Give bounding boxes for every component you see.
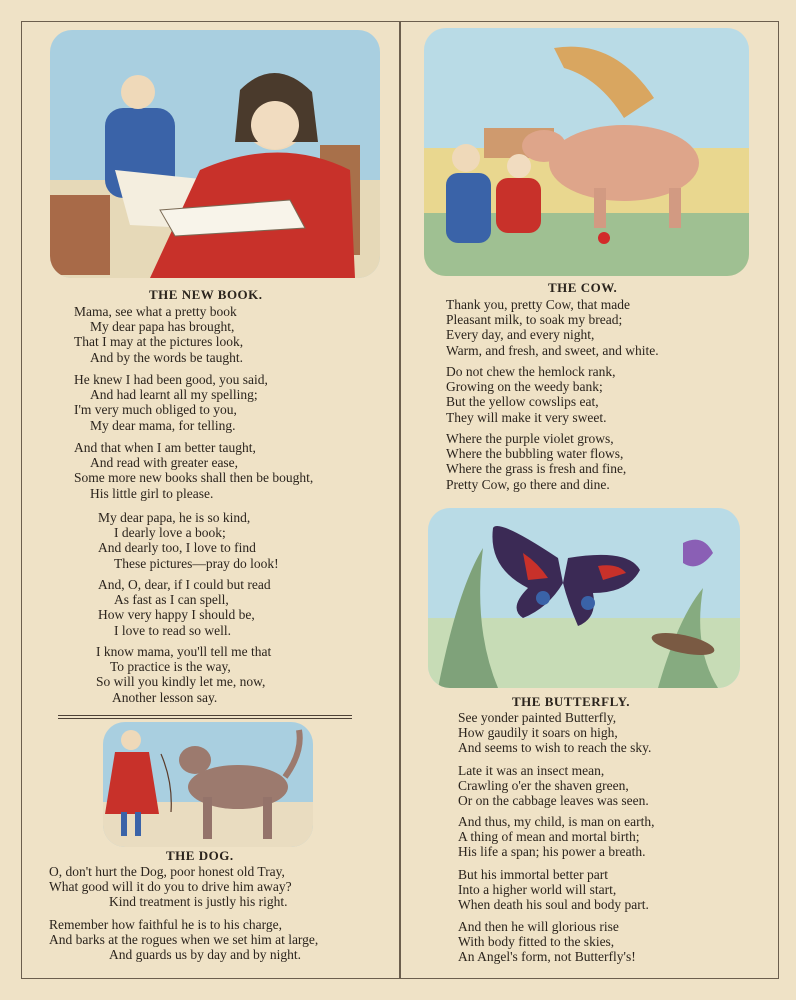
dog-illustration [103,722,313,847]
verse-line: Pleasant milk, to soak my bread; [446,312,623,328]
verse-line: O, don't hurt the Dog, poor honest old Tray, [49,864,285,879]
butterfly-stanza-3 [458,814,654,860]
verse-line: Remember how faithful he is to his charge, [49,917,282,932]
butterfly-title: THE BUTTERFLY. [512,694,631,709]
verse-line: These pictures—pray do look! [114,555,279,571]
verse-line: I know mama, you'll tell me that [96,644,272,659]
verse-line: Every day, and every night, [446,327,595,343]
verse-line: He knew I had been good, you said, [74,372,268,387]
verse-line: Or on the cabbage leaves was seen. [458,793,649,809]
verse-line: Into a higher world will start, [458,882,617,898]
cow-stanza-1 [446,297,659,358]
verse-line: My dear mama, for telling. [90,417,236,433]
verse-line: Pretty Cow, go there and dine. [446,476,610,492]
cow-title: THE COW. [548,280,618,295]
verse-line: And had learnt all my spelling; [90,387,258,403]
new-book-stanza-3 [74,440,313,501]
verse-line: His life a span; his power a breath. [458,844,646,860]
butterfly-stanza-4 [458,867,649,913]
verse-line: And that when I am better taught, [74,440,256,455]
verse-line: And thus, my child, is man on earth, [458,814,655,829]
verse-line: Where the grass is fresh and fine, [446,461,627,477]
verse-line: And read with greater ease, [90,455,239,471]
verse-line: And by the words be taught. [90,349,243,365]
verse-line: I dearly love a book; [114,525,226,541]
verse-line: They will make it very sweet. [446,409,607,425]
new-book-stanza-1 [74,304,243,365]
verse-line: An Angel's form, not Butterfly's! [458,949,636,965]
new-book-stanza-5 [98,577,271,638]
dog-stanza-1 [49,864,292,910]
verse-line: Mama, see what a pretty book [74,304,237,319]
verse-line: To practice is the way, [110,659,231,675]
section-rule [58,715,352,719]
new-book-title: THE NEW BOOK. [149,287,263,302]
verse-line: I love to read so well. [114,622,231,638]
verse-line: How gaudily it soars on high, [458,725,618,741]
new-book-stanza-4 [98,510,279,571]
verse-line: That I may at the pictures look, [74,334,244,350]
verse-line: Another lesson say. [112,689,218,705]
butterfly-stanza-1 [458,710,651,756]
verse-line: And guards us by day and by night. [109,947,301,963]
verse-line: See yonder painted Butterfly, [458,710,617,725]
verse-line: And barks at the rogues when we set him at large, [49,932,319,948]
cow-illustration [424,28,749,276]
dog-stanza-2 [49,917,318,963]
verse-line: A thing of mean and mortal birth; [458,829,640,845]
cow-stanza-2 [446,364,615,425]
verse-line: Thank you, pretty Cow, that made [446,297,630,312]
verse-line: His little girl to please. [90,485,214,501]
verse-line: But his immortal better part [458,867,608,882]
verse-line: And dearly too, I love to find [98,540,256,556]
verse-line: As fast as I can spell, [114,592,229,608]
butterfly-stanza-5 [458,919,636,965]
verse-line: How very happy I should be, [98,607,255,623]
verse-line: And, O, dear, if I could but read [98,577,271,592]
verse-line: But the yellow cowslips eat, [446,394,599,410]
new-book-stanza-6 [96,644,271,705]
dog-title: THE DOG. [166,848,234,863]
column-divider [399,21,401,979]
verse-line: I'm very much obliged to you, [74,402,237,418]
verse-line: Warm, and fresh, and sweet, and white. [446,342,659,358]
new-book-illustration [50,30,380,278]
verse-line: And seems to wish to reach the sky. [458,740,652,756]
verse-line: My dear papa has brought, [90,319,235,335]
verse-line: Growing on the weedy bank; [446,379,603,395]
verse-line: Where the purple violet grows, [446,431,614,446]
verse-line: Kind treatment is justly his right. [109,894,288,910]
cow-stanza-3 [446,431,626,492]
verse-line: So will you kindly let me, now, [96,674,266,690]
verse-line: Late it was an insect mean, [458,763,605,778]
verse-line: What good will it do you to drive him away? [49,879,292,895]
butterfly-illustration [428,508,740,688]
verse-line: When death his soul and body part. [458,897,649,913]
verse-line: With body fitted to the skies, [458,934,615,950]
verse-line: My dear papa, he is so kind, [98,510,251,525]
verse-line: Some more new books shall then be bought, [74,470,314,486]
verse-line: Crawling o'er the shaven green, [458,778,629,794]
verse-line: And then he will glorious rise [458,919,619,934]
verse-line: Where the bubbling water flows, [446,446,624,462]
new-book-stanza-2 [74,372,268,433]
verse-line: Do not chew the hemlock rank, [446,364,616,379]
butterfly-stanza-2 [458,763,649,809]
